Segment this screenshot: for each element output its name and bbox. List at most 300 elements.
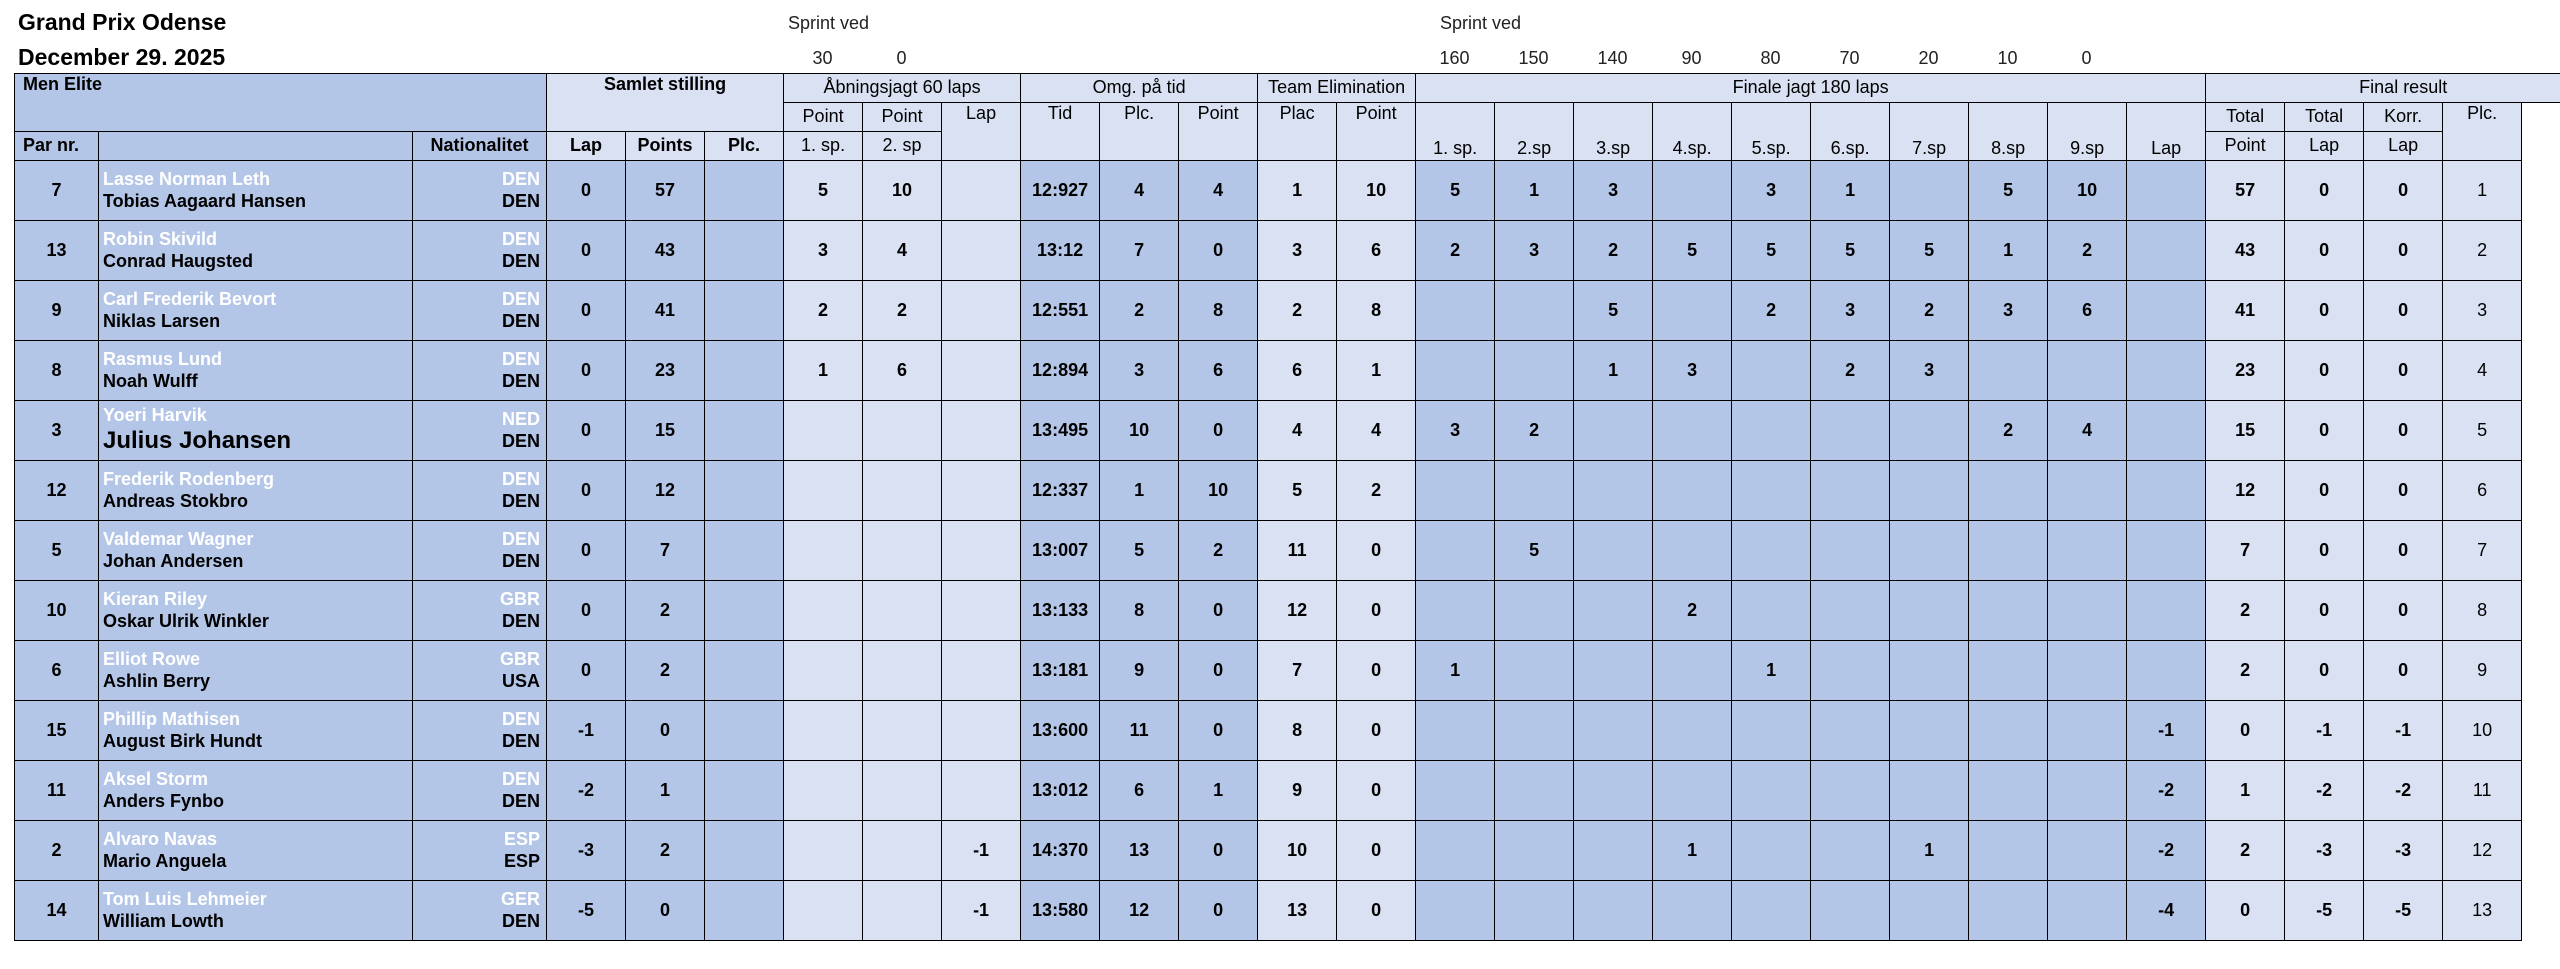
col-finale-sprint: 8.sp	[1969, 103, 2048, 161]
finale-sprint-cell	[1811, 701, 1890, 761]
team-point: 0	[1337, 821, 1416, 881]
col-finale-sprint: 5.sp.	[1732, 103, 1811, 161]
rider-2-nationality: DEN	[502, 730, 541, 751]
finale-sprint-cell: 2	[1811, 341, 1890, 401]
team-plac: 4	[1258, 401, 1337, 461]
finale-sprint-cell	[1495, 341, 1574, 401]
plc-cell	[705, 221, 784, 281]
finale-header: Finale jagt 180 laps	[1416, 74, 2206, 103]
pair-number: 3	[15, 401, 99, 461]
table-row	[15, 221, 2560, 281]
final-plc: 12	[2443, 821, 2522, 881]
finale-sprint-cell	[1653, 281, 1732, 341]
finale-sprint-cell	[2048, 521, 2127, 581]
finale-lap-cell: -4	[2127, 881, 2206, 941]
total-lap: -5	[2285, 881, 2364, 941]
lap-cell: 0	[547, 221, 626, 281]
total-point: 7	[2206, 521, 2285, 581]
points-cell: 12	[626, 461, 705, 521]
total-point: 23	[2206, 341, 2285, 401]
sprint-point-value: 140	[1597, 48, 1628, 68]
finale-lap-cell	[2127, 461, 2206, 521]
aabning-header: Åbningsjagt 60 laps	[784, 74, 1021, 103]
finale-sprint-cell	[1416, 281, 1495, 341]
finale-sprint-cell	[1416, 581, 1495, 641]
nationality	[413, 221, 547, 281]
nationality	[413, 821, 547, 881]
omg-point: 0	[1179, 581, 1258, 641]
rider-1-nationality: DEN	[502, 528, 541, 549]
finale-sprint-cell	[1732, 881, 1811, 941]
rider-2-name: William Lowth	[103, 910, 224, 931]
finale-sprint-cell: 1	[1653, 821, 1732, 881]
finale-lap-cell	[2127, 221, 2206, 281]
rider-1-name: Rasmus Lund	[103, 348, 223, 369]
rider-2-nationality: DEN	[502, 490, 541, 511]
final-header: Final result	[2206, 74, 2560, 103]
finale-sprint-cell	[1732, 461, 1811, 521]
finale-sprint-cell	[1574, 461, 1653, 521]
finale-sprint-cell	[2048, 761, 2127, 821]
team-point: 0	[1337, 521, 1416, 581]
finale-sprint-cell	[1969, 821, 2048, 881]
finale-sprint-cell	[1732, 581, 1811, 641]
finale-sprint-cell	[2048, 461, 2127, 521]
rider-names	[99, 401, 413, 461]
finale-sprint-cell	[1969, 761, 2048, 821]
team-point: 1	[1337, 341, 1416, 401]
omg-point: 10	[1179, 461, 1258, 521]
plc-cell	[705, 821, 784, 881]
finale-sprint-cell: 5	[1890, 221, 1969, 281]
rider-2-nationality: ESP	[504, 850, 541, 871]
finale-sprint-cell	[1890, 761, 1969, 821]
rider-1-nationality: DEN	[502, 708, 541, 729]
omg-point: 0	[1179, 401, 1258, 461]
finale-sprint-cell	[1969, 641, 2048, 701]
korr-lap: 0	[2364, 401, 2443, 461]
finale-sprint-cell	[1890, 521, 1969, 581]
omg-tid: 12:337	[1021, 461, 1100, 521]
finale-sprint-cell: 2	[1653, 581, 1732, 641]
omg-tid: 13:600	[1021, 701, 1100, 761]
finale-sprint-cell: 3	[1811, 281, 1890, 341]
finale-sprint-cell	[1732, 401, 1811, 461]
finale-sprint-cell	[1890, 581, 1969, 641]
lap-cell: 0	[547, 281, 626, 341]
col-final-lap: Lap	[2285, 132, 2364, 161]
plc-cell	[705, 341, 784, 401]
finale-sprint-cell: 1	[1416, 641, 1495, 701]
rider-2-nationality: DEN	[502, 310, 541, 331]
team-plac: 10	[1258, 821, 1337, 881]
omg-tid: 12:927	[1021, 161, 1100, 221]
rider-2-name: Anders Fynbo	[103, 790, 225, 811]
rider-1-name: Frederik Rodenberg	[103, 468, 275, 489]
omg-tid: 13:580	[1021, 881, 1100, 941]
total-point: 57	[2206, 161, 2285, 221]
team-plac: 6	[1258, 341, 1337, 401]
aabning-point-2: 10	[863, 161, 942, 221]
final-plc: 7	[2443, 521, 2522, 581]
korr-lap: 0	[2364, 341, 2443, 401]
pair-number: 15	[15, 701, 99, 761]
final-plc: 2	[2443, 221, 2522, 281]
omg-point: 6	[1179, 341, 1258, 401]
rider-names	[99, 341, 413, 401]
rider-2-name: August Birk Hundt	[103, 730, 262, 751]
total-lap: -2	[2285, 761, 2364, 821]
total-point: 41	[2206, 281, 2285, 341]
rider-names	[99, 641, 413, 701]
rider-2-nationality: DEN	[502, 430, 541, 451]
finale-sprint-cell: 10	[2048, 161, 2127, 221]
finale-sprint-cell	[2048, 641, 2127, 701]
table-row	[15, 761, 2560, 821]
team-point: 4	[1337, 401, 1416, 461]
nationality	[413, 881, 547, 941]
omg-tid: 13:495	[1021, 401, 1100, 461]
team-plac: 2	[1258, 281, 1337, 341]
omg-plc: 8	[1100, 581, 1179, 641]
finale-sprint-cell: 5	[1574, 281, 1653, 341]
sprint-point-value: 150	[1518, 48, 1549, 68]
table-row	[15, 701, 2560, 761]
finale-lap-cell	[2127, 521, 2206, 581]
finale-sprint-cell	[1416, 701, 1495, 761]
pair-number: 9	[15, 281, 99, 341]
points-cell: 7	[626, 521, 705, 581]
aabning-point-1	[784, 701, 863, 761]
finale-sprint-cell: 5	[1416, 161, 1495, 221]
finale-sprint-cell: 3	[1890, 341, 1969, 401]
aabning-lap	[942, 221, 1021, 281]
lap-cell: 0	[547, 641, 626, 701]
col-lap: Lap	[547, 132, 626, 161]
finale-sprint-cell: 5	[1653, 221, 1732, 281]
finale-sprint-cell	[1811, 761, 1890, 821]
omg-tid: 13:133	[1021, 581, 1100, 641]
omg-tid: 12:894	[1021, 341, 1100, 401]
plc-cell	[705, 641, 784, 701]
finale-sprint-cell	[1811, 521, 1890, 581]
rider-1-nationality: DEN	[502, 348, 541, 369]
aabning-point-2: 2	[863, 281, 942, 341]
rider-1-name: Carl Frederik Bevort	[103, 288, 277, 309]
omg-tid: 13:012	[1021, 761, 1100, 821]
points-cell: 0	[626, 701, 705, 761]
aabning-point-2	[863, 821, 942, 881]
finale-sprint-cell	[1811, 881, 1890, 941]
finale-lap-cell	[2127, 641, 2206, 701]
team-plac: 12	[1258, 581, 1337, 641]
col-final-plc: Plc.	[2443, 103, 2522, 161]
rider-1-name: Alvaro Navas	[103, 828, 218, 849]
finale-sprint-cell	[1653, 761, 1732, 821]
rider-2-name: Conrad Haugsted	[103, 250, 254, 271]
rider-names	[99, 881, 413, 941]
finale-sprint-cell	[1811, 821, 1890, 881]
plc-cell	[705, 581, 784, 641]
aabning-lap	[942, 341, 1021, 401]
finale-sprint-cell	[1574, 401, 1653, 461]
sprint-point-value: 10	[1997, 48, 2018, 68]
finale-sprint-cell: 3	[1574, 161, 1653, 221]
points-cell: 2	[626, 821, 705, 881]
rider-names	[99, 821, 413, 881]
finale-sprint-cell	[1732, 701, 1811, 761]
aabning-lap	[942, 701, 1021, 761]
aabning-point-2: 6	[863, 341, 942, 401]
aabning-point-1	[784, 401, 863, 461]
finale-sprint-cell	[1969, 881, 2048, 941]
team-plac: 11	[1258, 521, 1337, 581]
rider-2-name: Julius Johansen	[103, 426, 292, 454]
rider-2-nationality: DEN	[502, 910, 541, 931]
rider-2-nationality: DEN	[502, 790, 541, 811]
aabning-point-2	[863, 701, 942, 761]
aabning-point-2	[863, 521, 942, 581]
aabning-point-1: 1	[784, 341, 863, 401]
aabning-lap	[942, 161, 1021, 221]
finale-sprint-cell	[1495, 581, 1574, 641]
col-plac: Plac	[1258, 103, 1337, 161]
team-plac: 1	[1258, 161, 1337, 221]
finale-sprint-cell	[1890, 701, 1969, 761]
plc-cell	[705, 461, 784, 521]
plc-cell	[705, 401, 784, 461]
aabning-lap	[942, 461, 1021, 521]
finale-sprint-cell	[1811, 641, 1890, 701]
finale-sprint-cell	[1495, 761, 1574, 821]
aabning-point-1: 3	[784, 221, 863, 281]
finale-sprint-cell: 2	[1732, 281, 1811, 341]
finale-sprint-cell: 1	[1732, 641, 1811, 701]
col-rider	[99, 132, 413, 161]
final-plc: 3	[2443, 281, 2522, 341]
pair-number: 7	[15, 161, 99, 221]
finale-sprint-cell	[1653, 641, 1732, 701]
nationality	[413, 701, 547, 761]
team-point: 0	[1337, 881, 1416, 941]
col-point: Point	[1337, 103, 1416, 161]
aabning-point-1	[784, 821, 863, 881]
rider-names	[99, 161, 413, 221]
aabning-point-2	[863, 761, 942, 821]
finale-sprint-cell	[1890, 401, 1969, 461]
plc-cell	[705, 281, 784, 341]
table-row	[15, 281, 2560, 341]
korr-lap: 0	[2364, 281, 2443, 341]
team-point: 2	[1337, 461, 1416, 521]
plc-cell	[705, 521, 784, 581]
rider-1-name: Elliot Rowe	[103, 648, 201, 669]
korr-lap: 0	[2364, 641, 2443, 701]
sprint-point-value: 20	[1918, 48, 1939, 68]
finale-sprint-cell	[1653, 701, 1732, 761]
finale-sprint-cell	[2048, 881, 2127, 941]
nationality	[413, 341, 547, 401]
finale-sprint-cell	[1574, 881, 1653, 941]
rider-names	[99, 221, 413, 281]
team-point: 8	[1337, 281, 1416, 341]
finale-sprint-cell	[1495, 821, 1574, 881]
finale-lap-cell: -1	[2127, 701, 2206, 761]
finale-lap-cell: -2	[2127, 821, 2206, 881]
finale-sprint-cell: 3	[1495, 221, 1574, 281]
aabning-point-1	[784, 641, 863, 701]
sprint-point-value: 160	[1439, 48, 1470, 68]
finale-sprint-cell	[1653, 161, 1732, 221]
finale-sprint-cell	[1416, 821, 1495, 881]
col-point: Point	[863, 103, 942, 132]
lap-cell: 0	[547, 161, 626, 221]
finale-sprint-cell	[1890, 161, 1969, 221]
final-plc: 10	[2443, 701, 2522, 761]
rider-2-name: Noah Wulff	[103, 370, 198, 391]
col-sp1: 1. sp.	[784, 132, 863, 161]
finale-sprint-cell: 2	[2048, 221, 2127, 281]
col-finale-lap: Lap	[2127, 103, 2206, 161]
omg-point: 8	[1179, 281, 1258, 341]
sprint-point-value: 80	[1760, 48, 1781, 68]
total-lap: 0	[2285, 581, 2364, 641]
rider-1-nationality: GBR	[500, 588, 541, 609]
table-row	[15, 341, 2560, 401]
rider-2-nationality: USA	[502, 670, 541, 691]
rider-1-nationality: DEN	[502, 228, 541, 249]
rider-names	[99, 701, 413, 761]
omg-point: 2	[1179, 521, 1258, 581]
omg-plc: 13	[1100, 821, 1179, 881]
finale-sprint-cell	[1969, 521, 2048, 581]
aabning-lap	[942, 401, 1021, 461]
aabning-point-2	[863, 401, 942, 461]
aabning-lap	[942, 761, 1021, 821]
finale-lap-cell	[2127, 161, 2206, 221]
col-korr-lap: Lap	[2364, 132, 2443, 161]
points-cell: 43	[626, 221, 705, 281]
aabning-point-2	[863, 581, 942, 641]
team-point: 0	[1337, 581, 1416, 641]
aabning-point-2	[863, 641, 942, 701]
rider-2-name: Ashlin Berry	[103, 670, 211, 691]
rider-2-name: Oskar Ulrik Winkler	[103, 610, 269, 631]
omg-tid: 13:12	[1021, 221, 1100, 281]
finale-lap-cell	[2127, 581, 2206, 641]
rider-1-name: Robin Skivild	[103, 228, 218, 249]
points-cell: 15	[626, 401, 705, 461]
pair-number: 13	[15, 221, 99, 281]
col-finale-sprint: 7.sp	[1890, 103, 1969, 161]
rider-2-nationality: DEN	[502, 190, 541, 211]
omg-plc: 9	[1100, 641, 1179, 701]
rider-2-nationality: DEN	[502, 550, 541, 571]
finale-sprint-cell	[1495, 701, 1574, 761]
total-point: 0	[2206, 701, 2285, 761]
total-point: 43	[2206, 221, 2285, 281]
finale-sprint-cell: 5	[1732, 221, 1811, 281]
lap-cell: 0	[547, 521, 626, 581]
finale-sprint-cell	[1653, 881, 1732, 941]
rider-1-nationality: DEN	[502, 288, 541, 309]
col-point: Point	[784, 103, 863, 132]
col-point: Point	[1179, 103, 1258, 161]
sprint-point-value: 0	[2081, 48, 2092, 68]
lap-cell: 0	[547, 401, 626, 461]
col-korr: Korr.	[2364, 103, 2443, 132]
aabning-point-1: 2	[784, 281, 863, 341]
pair-number: 6	[15, 641, 99, 701]
finale-sprint-cell: 6	[2048, 281, 2127, 341]
final-plc: 6	[2443, 461, 2522, 521]
points-cell: 57	[626, 161, 705, 221]
pair-number: 11	[15, 761, 99, 821]
rider-2-nationality: DEN	[502, 250, 541, 271]
total-point: 2	[2206, 581, 2285, 641]
rider-1-name: Yoeri Harvik	[103, 405, 207, 426]
finale-sprint-cell: 2	[1416, 221, 1495, 281]
rider-names	[99, 521, 413, 581]
finale-sprint-cell	[1416, 881, 1495, 941]
aabning-point-1	[784, 881, 863, 941]
total-point: 2	[2206, 821, 2285, 881]
korr-lap: 0	[2364, 161, 2443, 221]
event-title: Grand Prix Odense	[18, 9, 227, 35]
col-plc: Plc.	[705, 132, 784, 161]
sprint-label-1: Sprint ved	[788, 13, 870, 33]
finale-sprint-cell	[1969, 341, 2048, 401]
aabning-point-2	[863, 881, 942, 941]
results-table	[14, 73, 2560, 941]
rider-2-name: Andreas Stokbro	[103, 490, 249, 511]
finale-sprint-cell	[1811, 461, 1890, 521]
aabning-point-1	[784, 461, 863, 521]
plc-cell	[705, 161, 784, 221]
plc-cell	[705, 701, 784, 761]
finale-sprint-cell	[1732, 761, 1811, 821]
plc-cell	[705, 761, 784, 821]
team-header: Team Elimination	[1258, 74, 1416, 103]
nationality	[413, 281, 547, 341]
omg-plc: 3	[1100, 341, 1179, 401]
rider-names	[99, 461, 413, 521]
class-header: Men Elite	[15, 74, 547, 132]
aabning-lap: -1	[942, 881, 1021, 941]
sprint-label-2: Sprint ved	[1440, 13, 1522, 33]
korr-lap: -2	[2364, 761, 2443, 821]
nationality	[413, 401, 547, 461]
total-lap: 0	[2285, 341, 2364, 401]
samlet-header: Samlet stilling	[547, 74, 784, 132]
omg-tid: 14:370	[1021, 821, 1100, 881]
team-point: 6	[1337, 221, 1416, 281]
total-lap: -1	[2285, 701, 2364, 761]
col-finale-sprint: 6.sp.	[1811, 103, 1890, 161]
finale-sprint-cell: 2	[1495, 401, 1574, 461]
team-plac: 13	[1258, 881, 1337, 941]
rider-names	[99, 281, 413, 341]
omg-point: 0	[1179, 821, 1258, 881]
omg-point: 0	[1179, 881, 1258, 941]
rider-1-nationality: GER	[501, 888, 541, 909]
korr-lap: -5	[2364, 881, 2443, 941]
omg-point: 4	[1179, 161, 1258, 221]
points-cell: 2	[626, 641, 705, 701]
finale-sprint-cell	[1574, 581, 1653, 641]
nationality	[413, 581, 547, 641]
korr-lap: 0	[2364, 221, 2443, 281]
